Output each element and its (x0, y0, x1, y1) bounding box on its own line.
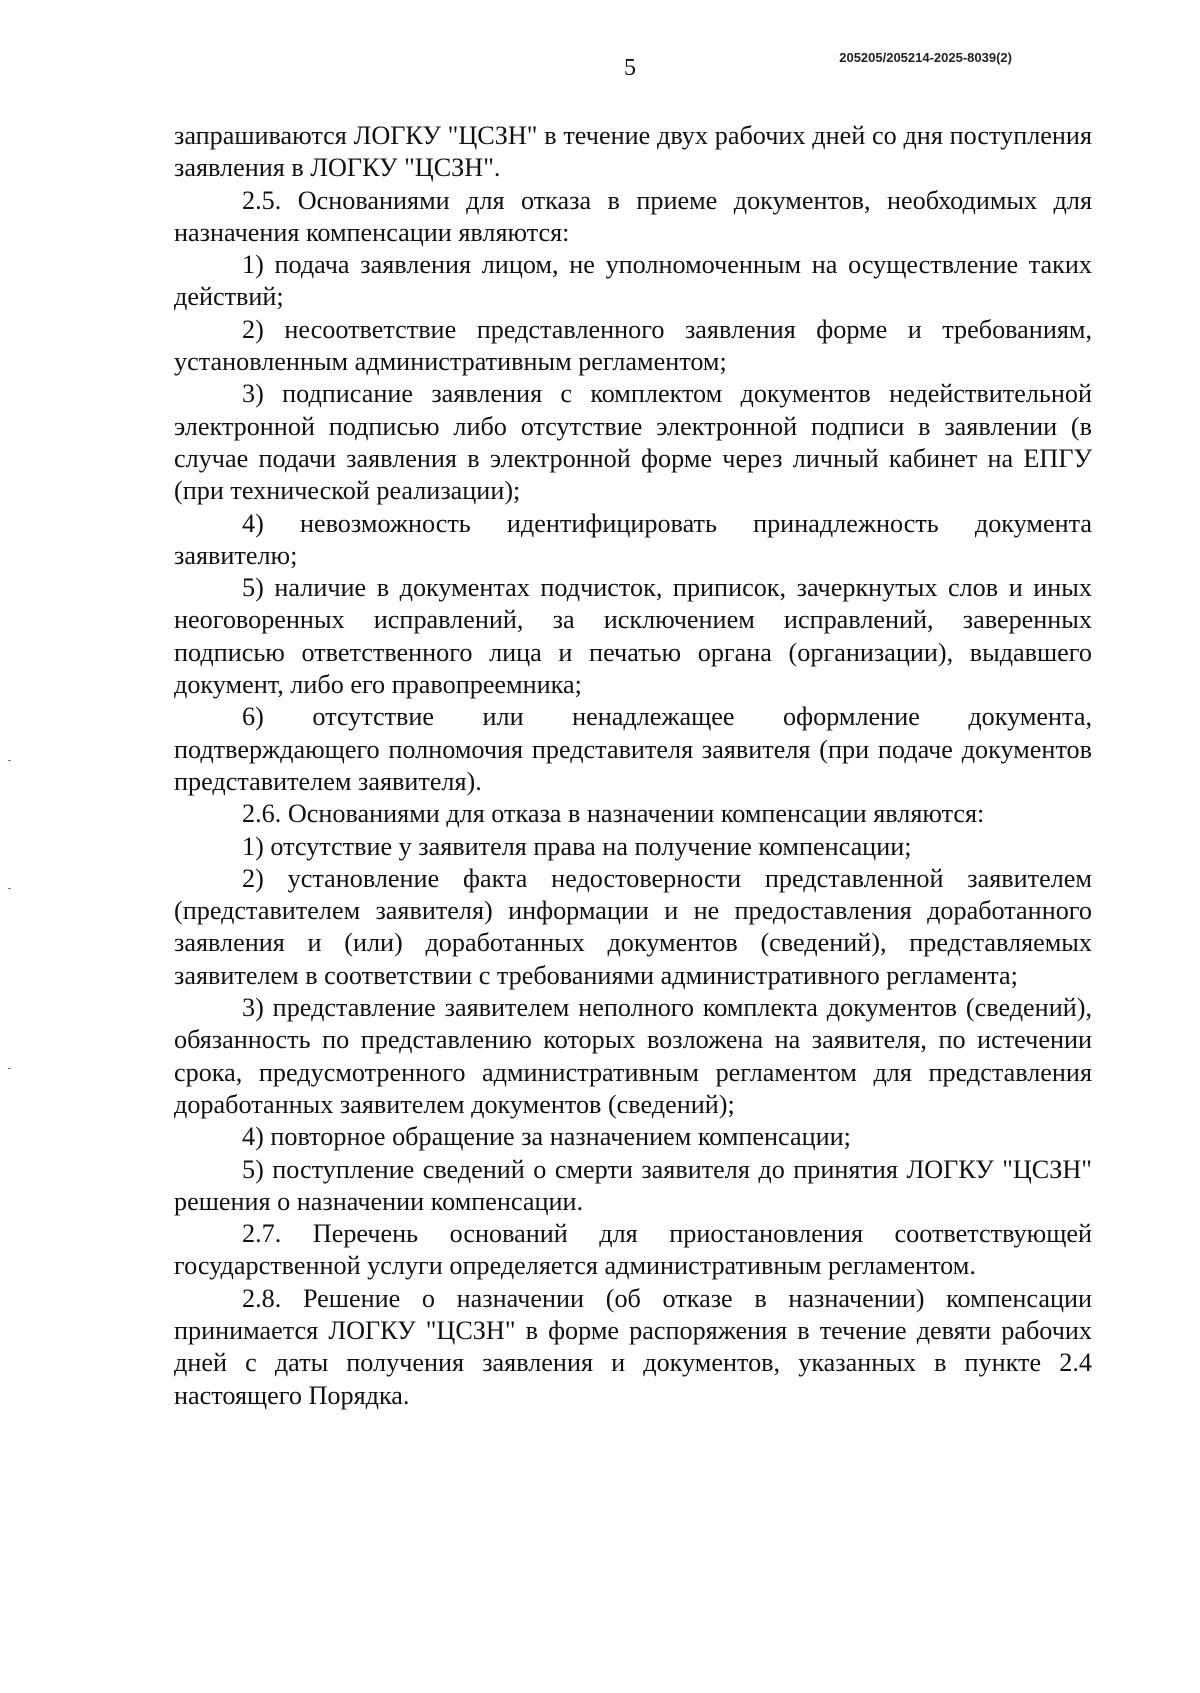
paragraph: 6) отсутствие или ненадлежащее оформление документа, подтверждающего полномочия представителя заявителя (при подаче документов представителем заявителя). (174, 702, 1092, 796)
scan-artifact (8, 760, 11, 761)
paragraph: 5) наличие в документах подчисток, приписок, зачеркнутых слов и иных неоговоренных исправлений, за исключением исправлений, заверенных подписью ответственного лица и печатью органа (организации), выдавшего документ, либо его правопреемника; (174, 573, 1092, 700)
paragraph: 2.7. Перечень оснований для приостановления соответствующей государственной услуги определяется административным регламентом. (174, 1219, 1092, 1281)
document-body (174, 120, 1092, 1412)
paragraph: 3) представление заявителем неполного комплекта документов (сведений), обязанность по представлению которых возложена на заявителя, по истечении срока, предусмотренного административным регламентом для представления доработанных заявителем документов (сведений); (174, 993, 1092, 1119)
paragraph: 2.5. Основаниями для отказа в приеме документов, необходимых для назначения компенсации являются: (174, 185, 1092, 247)
paragraph: 2.6. Основаниями для отказа в назначении компенсации являются: (242, 799, 985, 829)
paragraph: 4) невозможность идентифицировать принадлежность документа заявителю; (174, 508, 1092, 570)
paragraph: 1) отсутствие у заявителя права на получение компенсации; (242, 831, 912, 861)
paragraph: 4) повторное обращение за назначением компенсации; (242, 1122, 851, 1152)
paragraph: 3) подписание заявления с комплектом документов недействительной электронной подписью либо отсутствие электронной подписи в заявлении (в случае подачи заявления в электронной форме через личный кабинет на ЕПГУ (при технической реализации); (174, 379, 1092, 506)
document-id: 205205/205214-2025-8039(2) (839, 50, 1012, 65)
paragraph: 2) несоответствие представленного заявления форме и требованиям, установленным административным регламентом; (174, 314, 1092, 377)
paragraph: 1) подача заявления лицом, не уполномоченным на осуществление таких действий; (174, 250, 1092, 312)
scan-artifact (8, 1068, 11, 1069)
page-number: 5 (624, 55, 636, 81)
paragraph: 5) поступление сведений о смерти заявителя до принятия ЛОГКУ "ЦСЗН" решения о назначении компенсации. (174, 1154, 1092, 1216)
paragraph: 2) установление факта недостоверности представленной заявителем (представителем заявителя) информации и не предоставления доработанного заявления и (или) доработанных документов (сведений), представляемых заявителем в соответствии с требованиями административного регламента; (174, 863, 1092, 990)
scan-artifact (8, 888, 11, 889)
paragraph: запрашиваются ЛОГКУ "ЦСЗН" в течение двух рабочих дней со дня поступления заявления в ЛОГКУ "ЦСЗН". (174, 121, 1092, 183)
paragraph: 2.8. Решение о назначении (об отказе в назначении) компенсации принимается ЛОГКУ "ЦСЗН" в форме распоряжения в течение девяти рабочих дней с даты получения заявления и документов, указанных в пункте 2.4 настоящего Порядка. (174, 1283, 1092, 1410)
